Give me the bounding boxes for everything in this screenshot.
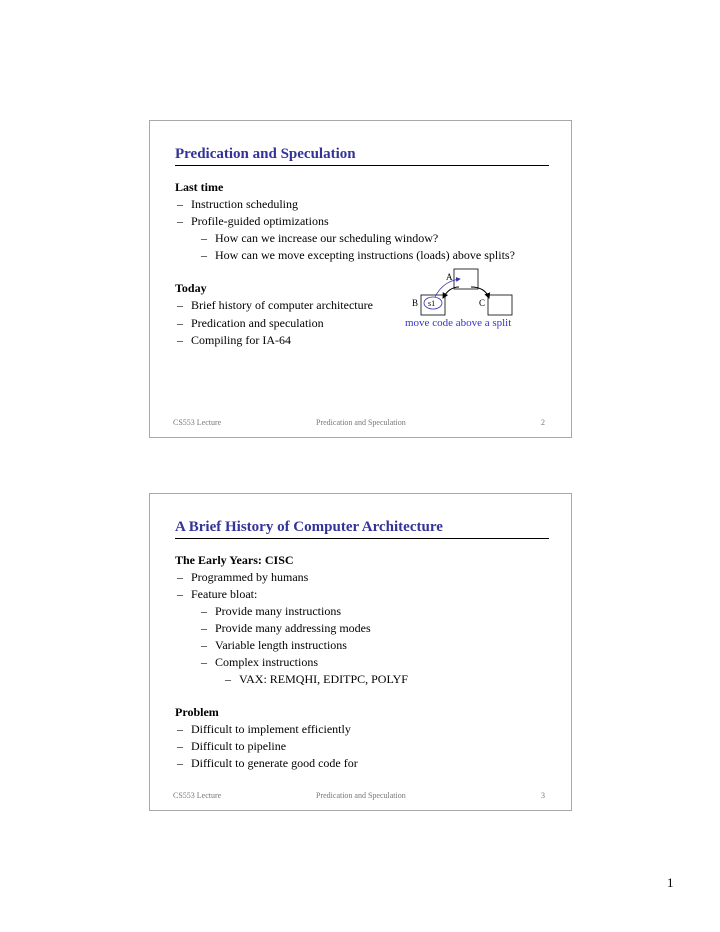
page-number: 1: [667, 875, 674, 890]
list-item: – Instruction scheduling: [177, 197, 298, 211]
slide-2-predication: [149, 120, 572, 438]
section-heading-problem: Problem: [175, 705, 219, 719]
list-subitem: – How can we move excepting instructions (loads) above splits?: [201, 248, 515, 262]
diagram-caption: move code above a split: [405, 317, 512, 329]
list-item: – Feature bloat:: [177, 587, 258, 601]
block-c-box: [488, 295, 512, 315]
s1-label: s1: [428, 299, 436, 308]
slide-title: A Brief History of Computer Architecture: [175, 518, 549, 539]
list-item: – Brief history of computer architecture: [177, 298, 373, 312]
block-b-label: B: [412, 298, 419, 308]
list-item: – Programmed by humans: [177, 570, 309, 584]
list-item: – Profile-guided optimizations: [177, 214, 329, 228]
list-subitem: – Provide many instructions: [201, 604, 341, 618]
slide-3-history: [149, 493, 572, 811]
section-heading-early-years: The Early Years: CISC: [175, 553, 294, 567]
list-item: – Compiling for IA-64: [177, 333, 291, 347]
block-c-label: C: [479, 298, 486, 308]
split-diagram: [405, 263, 535, 333]
footer-slide-number: 2: [541, 418, 545, 427]
list-subitem: – How can we increase our scheduling window?: [201, 231, 439, 245]
footer-topic: Predication and Speculation: [316, 418, 406, 427]
list-subitem: – Complex instructions: [201, 655, 318, 669]
footer-topic: Predication and Speculation: [316, 791, 406, 800]
list-item: – Difficult to generate good code for: [177, 756, 358, 770]
list-item: – Difficult to implement efficiently: [177, 722, 351, 736]
list-item: – Predication and speculation: [177, 316, 324, 330]
section-heading-today: Today: [175, 281, 207, 295]
list-subitem: – Provide many addressing modes: [201, 621, 371, 635]
footer-slide-number: 3: [541, 791, 545, 800]
block-a-label: A: [446, 272, 453, 282]
list-subsubitem: – VAX: REMQHI, EDITPC, POLYF: [225, 672, 408, 686]
footer-course: CS553 Lecture: [173, 418, 222, 427]
footer-course: CS553 Lecture: [173, 791, 222, 800]
list-item: – Difficult to pipeline: [177, 739, 287, 753]
section-heading-last-time: Last time: [175, 180, 224, 194]
slide-title: Predication and Speculation: [175, 145, 549, 166]
list-subitem: – Variable length instructions: [201, 638, 347, 652]
